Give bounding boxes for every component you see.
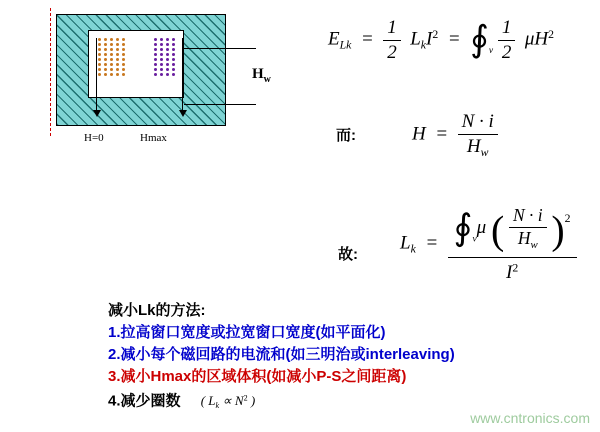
equation-leakage-inductance: $L_k$ = $∮_v\mu$ ( $\frac{N \cdot i}{H_w}$ )$^2$ $I^2$ [400,203,577,285]
primary-winding-dots [98,38,125,76]
hw-label-sub: w [263,74,271,85]
list-title: 减小Lk的方法: [108,302,206,319]
axis-label-hmax: Hmax [140,132,167,144]
equation-energy: $E_{Lk}$ = $\frac{1}{2}$ $L_kI^2$ = $∮_v$ $\frac{1}{2}$ $\mu H^2$ [328,17,554,63]
list-item: 3.减小Hmax的区域体积(如减小P-S之间距离) [108,368,407,385]
label-gu: 故: [338,246,358,263]
list-item-label: 4.减少圈数 [108,392,181,410]
hw-label-main: H [252,66,264,82]
methods-list [108,300,455,417]
list-item-4-math: ( $L_k \propto N^2$ ) [200,393,256,411]
hw-label [252,66,271,85]
axis-label-hzero: H=0 [84,132,104,144]
h-max-arrow [182,38,183,110]
list-item [108,388,455,417]
list-item: 2.减小每个磁回路的电流和(如三明治或interleaving) [108,346,455,363]
watermark: www.cntronics.com [470,410,590,426]
label-er: 而: [336,127,356,144]
left-dashed-reference-line [50,8,51,136]
equation-h-field: H = $\frac{N \cdot i}{H_w}$ [412,110,498,161]
secondary-winding-dots [154,38,175,76]
hw-top-line [184,48,256,49]
h-zero-arrow [96,38,97,110]
hw-bottom-line [184,104,256,105]
list-item: 1.拉高窗口宽度或拉宽窗口宽度(如平面化) [108,324,386,341]
magnetic-core-diagram [50,8,300,153]
